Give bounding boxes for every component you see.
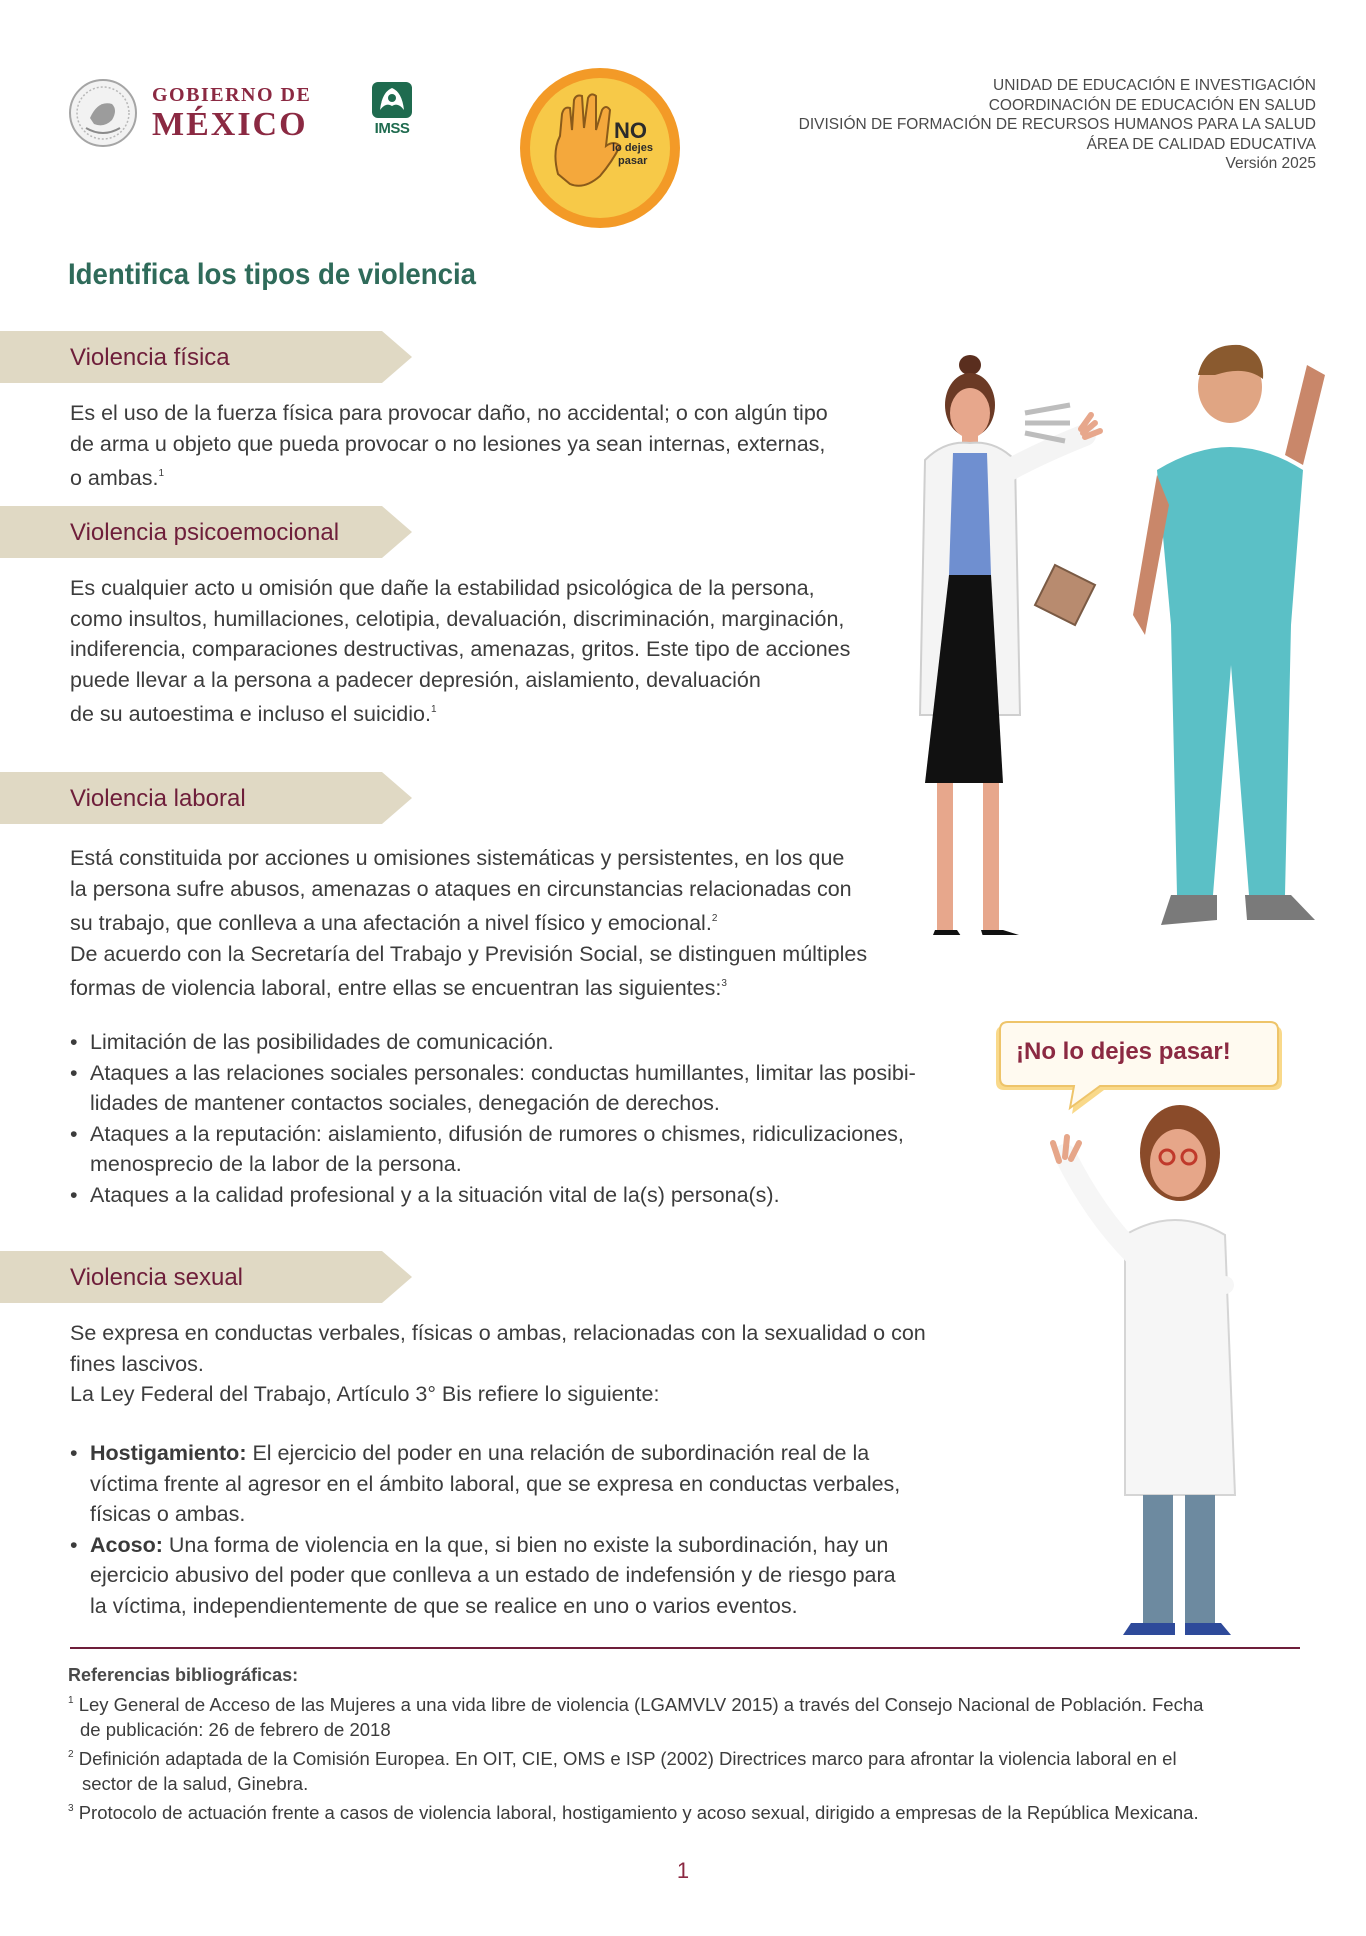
page-title: Identifica los tipos de violencia: [68, 258, 476, 291]
list-item: • Limitación de las posibilidades de comunicación.: [70, 1030, 554, 1054]
institution-header: [799, 76, 1316, 174]
sexual-bullet-list: • Hostigamiento: El ejercicio del poder en una relación de subordinación real de la víctima frente al agresor en el ámbito laboral, que se expresa en conductas verbales, físicas o ambas. • Acoso: Una forma de violencia en la que, si bien no existe la subordinación, hay un ejercicio abusivo del poder que conlleva a un estado de indefensión y de riesgo para la víctima, independientemente de que se realice en uno o varios eventos.: [70, 1438, 900, 1621]
list-item: • Hostigamiento: El ejercicio del poder en una relación de subordinación real de la: [70, 1441, 870, 1465]
female-doctor-figure: [920, 355, 1100, 935]
mexico-seal-icon: [68, 78, 138, 148]
institution-line: ÁREA DE CALIDAD EDUCATIVA: [1086, 135, 1316, 153]
footnote-ref: 2: [711, 913, 718, 924]
imss-logo: [368, 80, 416, 140]
laboral-paragraph: Está constituida por acciones u omisiones sistemáticas y persistentes, en los que la persona sufre abusos, amenazas o ataques en circunstancias relacionadas con su trabajo, que conlleva a una afectación a nivel físico y emocional.$^2$ De acuerdo con la Secretaría del Trabajo y Previsión Social, se distinguen múltiples formas de violencia laboral, entre ellas se encuentran las siguientes:$^3$: [70, 846, 868, 1000]
references-title: Referencias bibliográficas:: [68, 1665, 299, 1685]
fisica-paragraph: Es el uso de la fuerza física para provocar daño, no accidental; o con algún tipo de arma u objeto que pueda provocar o no lesiones ya sean internas, externas, o ambas.$^1$: [70, 401, 828, 490]
footnote-ref: 3: [721, 978, 727, 989]
section-heading: Violencia física: [70, 344, 230, 371]
section-tab-psicoemocional: [0, 506, 412, 558]
section-tab-sexual: [0, 1251, 412, 1303]
institution-line: COORDINACIÓN DE EDUCACIÓN EN SALUD: [988, 96, 1316, 114]
reference-item: $^2$ Definición adaptada de la Comisión Europea. En OIT, CIE, OMS e ISP (2002) Directrices marco para afrontar la violencia laboral en el: [68, 1748, 1177, 1769]
footnote-ref: 1: [430, 704, 437, 715]
no-lo-dejes-pasar-badge: [518, 66, 682, 230]
references-divider: [70, 1647, 1300, 1649]
gobierno-de-mexico-logo: [68, 78, 338, 148]
doctor-yelling-at-nurse-illustration: [895, 335, 1335, 935]
imss-label: IMSS: [374, 120, 410, 137]
male-nurse-figure: [1133, 345, 1325, 925]
institution-line: DIVISIÓN DE FORMACIÓN DE RECURSOS HUMANOS PARA LA SALUD: [798, 116, 1316, 133]
badge-no: NO: [614, 118, 647, 143]
gov-logo-line1: GOBIERNO DE: [152, 84, 312, 106]
badge-line2: pasar: [618, 155, 648, 167]
reference-item: $^1$ Ley General de Acceso de las Mujeres a una vida libre de violencia (LGAMVLV 2015) a través del Consejo Nacional de Población. Fecha: [68, 1694, 1204, 1715]
section-heading: Violencia psicoemocional: [70, 519, 340, 546]
laboral-bullet-list: • Limitación de las posibilidades de comunicación. • Ataques a las relaciones sociales personales: conductas humillantes, limitar las posibi- lidades de mantener contactos sociales, denegación de derechos. • Ataques a la reputación: aislamiento, difusión de rumores o chismes, ridiculizaciones, menosprecio de la labor de la persona. • Ataques a la calidad profesional y a la situación vital de la(s) persona(s).: [70, 1027, 916, 1210]
page-number: 1: [676, 1858, 690, 1883]
female-doctor-speaking-illustration: [1035, 1095, 1255, 1635]
list-item: • Ataques a la calidad profesional y a la situación vital de la(s) persona(s).: [70, 1182, 780, 1207]
speech-bubble-text: ¡No lo dejes pasar!: [1016, 1038, 1231, 1065]
reference-item: $^3$ Protocolo de actuación frente a casos de violencia laboral, hostigamiento y acoso sexual, dirigido a empresas de la República Mexicana.: [68, 1802, 1199, 1823]
list-item: • Acoso: Una forma de violencia en la que, si bien no existe la subordinación, hay un: [70, 1532, 889, 1557]
stop-hand-icon: [518, 66, 682, 230]
psicoemocional-paragraph: Es cualquier acto u omisión que dañe la estabilidad psicológica de la persona, como insultos, humillaciones, celotipia, devaluación, discriminación, marginación, indiferencia, comparaciones destructivas, amenazas, gritos. Este tipo de acciones puede llevar a la persona a padecer depresión, aislamiento, devaluación de su autoestima e incluso el suicidio.$^1$: [70, 576, 851, 726]
list-item: • Ataques a la reputación: aislamiento, difusión de rumores o chismes, ridiculizaciones,: [70, 1121, 904, 1146]
imss-eagle-icon: [368, 80, 416, 120]
section-tab-laboral: [0, 772, 412, 824]
sexual-paragraph: Se expresa en conductas verbales, físicas o ambas, relacionadas con la sexualidad o con fines lascivos. La Ley Federal del Trabajo, Artículo 3° Bis refiere lo siguiente:: [70, 1321, 926, 1406]
gov-logo-line2: MÉXICO: [152, 106, 308, 143]
references: Referencias bibliográficas: $^1$ Ley General de Acceso de las Mujeres a una vida libre de violencia (LGAMVLV 2015) a través del Consejo Nacional de Población. Fecha de publicación: 26 de febrero de 2018 $^2$ Definición adaptada de la Comisión Europea. En OIT, CIE, OMS e ISP (2002) Directrices marco para afrontar la violencia laboral en el sector de la salud, Ginebra. $^3$ Protocolo de actuación frente a casos de violencia laboral, hostigamiento y acoso sexual, dirigido a empresas de la República Mexicana.: [68, 1665, 1204, 1823]
footnote-ref: 1: [158, 468, 164, 479]
section-heading: Violencia sexual: [70, 1264, 244, 1291]
institution-line: UNIDAD DE EDUCACIÓN E INVESTIGACIÓN: [993, 77, 1316, 94]
section-heading: Violencia laboral: [70, 785, 246, 812]
section-tab-fisica: [0, 331, 412, 383]
version-label: Versión 2025: [1225, 155, 1316, 172]
list-item: • Ataques a las relaciones sociales personales: conductas humillantes, limitar las posibi-: [70, 1060, 916, 1085]
badge-line1: lo dejes: [612, 142, 653, 154]
